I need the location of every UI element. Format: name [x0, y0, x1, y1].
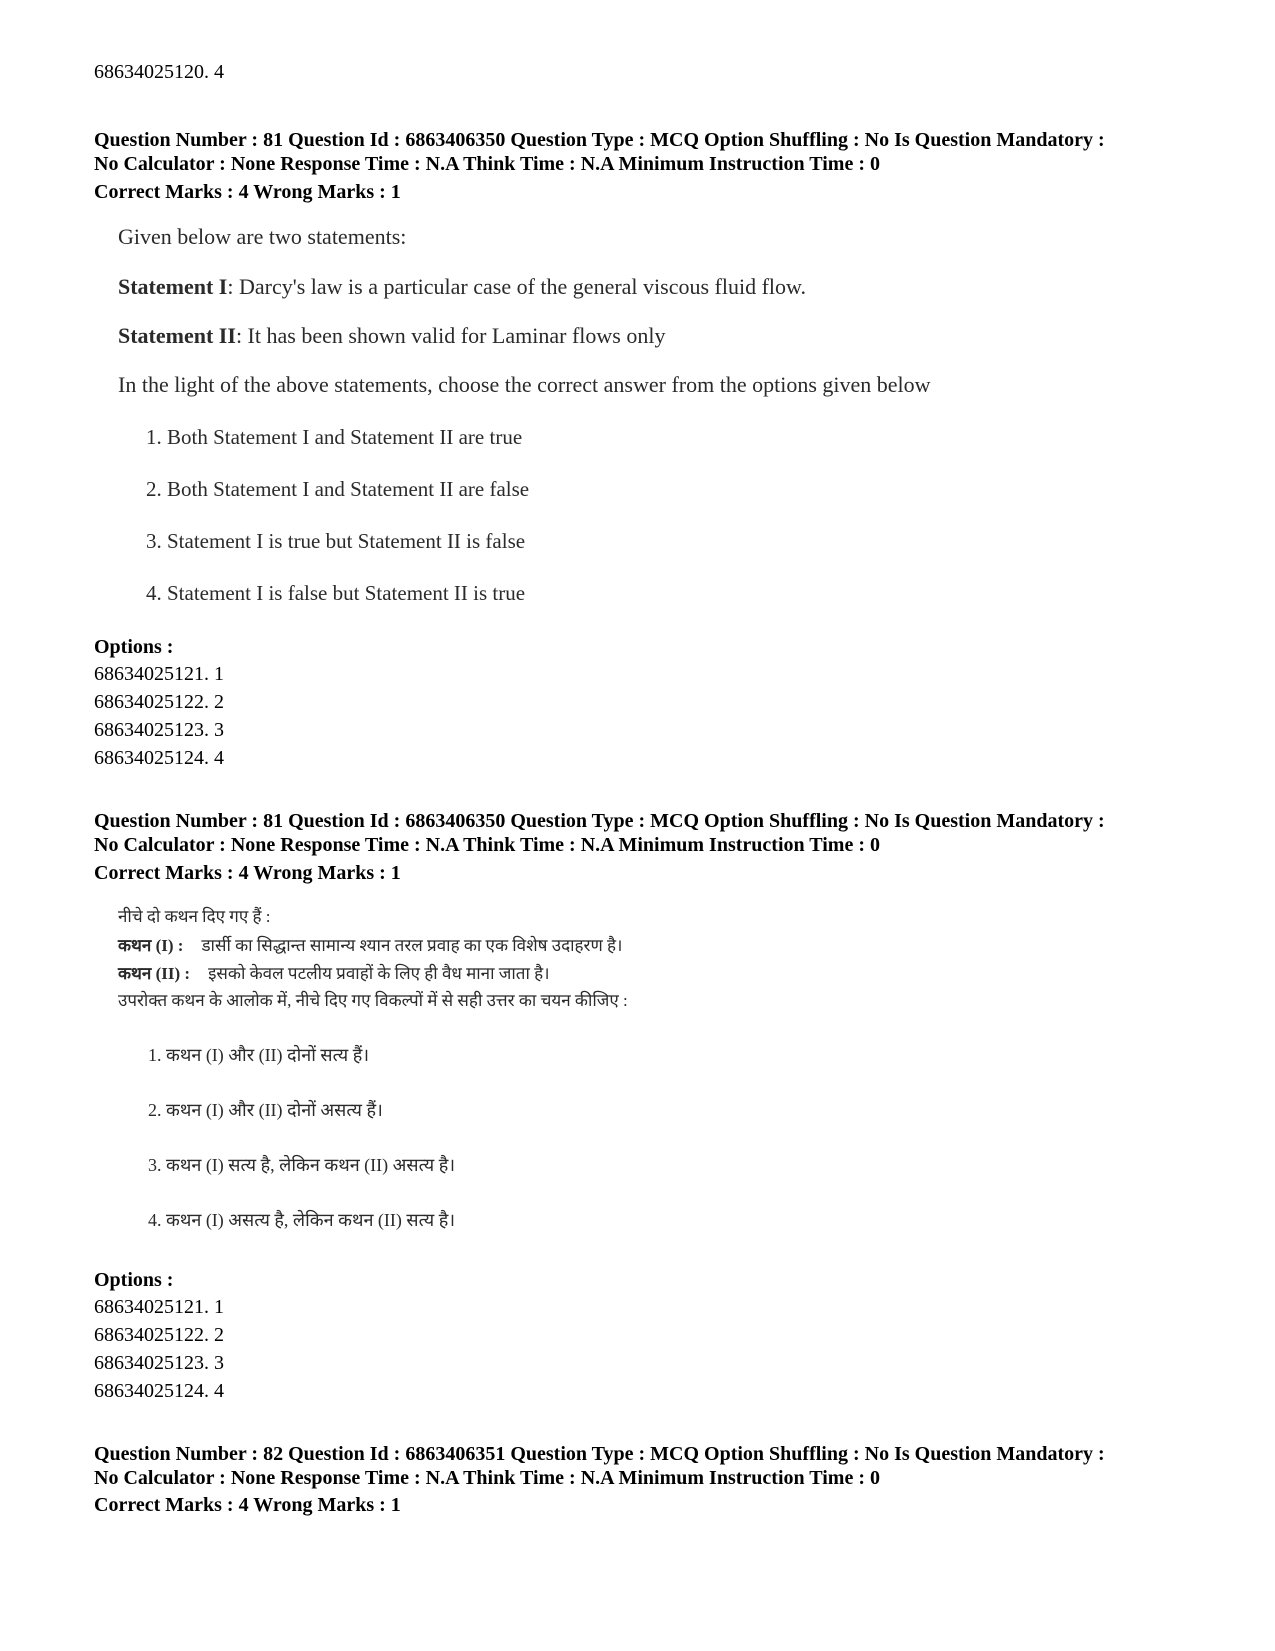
choice-4: 4. कथन (I) असत्य है, लेकिन कथन (II) सत्य है।	[148, 1210, 456, 1230]
statement-2-label: कथन (II) :	[118, 964, 191, 983]
choice-1: 1. कथन (I) और (II) दोनों सत्य हैं।	[148, 1045, 370, 1065]
option-id-1: 68634025121. 1	[94, 663, 224, 685]
statement-1-label: कथन (I) :	[118, 936, 184, 955]
option-id-1: 68634025121. 1	[94, 1296, 224, 1318]
question-prompt: उपरोक्त कथन के आलोक में, नीचे दिए गए विकल्पों में से सही उत्तर का चयन कीजिए :	[118, 991, 628, 1010]
option-id-2: 68634025122. 2	[94, 691, 224, 713]
question-image-english	[94, 222, 1094, 622]
choice-3: 3. कथन (I) सत्य है, लेकिन कथन (II) असत्य है।	[148, 1155, 456, 1175]
question-meta-line1: Question Number : 82 Question Id : 6863406351 Question Type : MCQ Option Shuffling : No Is Question Mandatory :	[94, 1443, 1105, 1465]
statement-1-text: डार्सी का सिद्धान्त सामान्य श्यान तरल प्रवाह का एक विशेष उदाहरण है।	[201, 936, 623, 955]
question-intro: नीचे दो कथन दिए गए हैं :	[118, 907, 271, 926]
statement-1	[118, 933, 623, 956]
choice-2: 2. Both Statement I and Statement II are false	[146, 477, 530, 501]
marks-line: Correct Marks : 4 Wrong Marks : 1	[94, 181, 401, 203]
question-meta-line1: Question Number : 81 Question Id : 6863406350 Question Type : MCQ Option Shuffling : No Is Question Mandatory :	[94, 810, 1105, 832]
question-meta-line2: No Calculator : None Response Time : N.A Think Time : N.A Minimum Instruction Time : 0	[94, 1467, 880, 1489]
option-id-3: 68634025123. 3	[94, 719, 224, 741]
question-meta-line2: No Calculator : None Response Time : N.A Think Time : N.A Minimum Instruction Time : 0	[94, 153, 880, 175]
statement-1-label: Statement I	[118, 274, 228, 299]
question-image-hindi	[94, 904, 794, 1244]
option-id-2: 68634025122. 2	[94, 1324, 224, 1346]
choice-4: 4. Statement I is false but Statement II is true	[146, 581, 526, 605]
statement-2-text: : It has been shown valid for Laminar flows only	[235, 323, 666, 348]
choice-3: 3. Statement I is true but Statement II is false	[146, 529, 526, 553]
options-label: Options :	[94, 1269, 174, 1291]
question-prompt: In the light of the above statements, choose the correct answer from the options given below	[118, 372, 931, 397]
statement-1-text: : Darcy's law is a particular case of the general viscous fluid flow.	[227, 274, 806, 299]
question-meta-line1: Question Number : 81 Question Id : 6863406350 Question Type : MCQ Option Shuffling : No Is Question Mandatory :	[94, 129, 1105, 151]
options-label: Options :	[94, 636, 174, 658]
previous-option-line: 68634025120. 4	[94, 61, 224, 83]
marks-line: Correct Marks : 4 Wrong Marks : 1	[94, 862, 401, 884]
statement-2-label: Statement II	[118, 323, 236, 348]
choice-1: 1. Both Statement I and Statement II are true	[146, 425, 523, 449]
option-id-3: 68634025123. 3	[94, 1352, 224, 1374]
choice-2: 2. कथन (I) और (II) दोनों असत्य हैं।	[148, 1100, 383, 1120]
statement-2	[118, 961, 550, 984]
option-id-4: 68634025124. 4	[94, 747, 224, 769]
question-meta-line2: No Calculator : None Response Time : N.A Think Time : N.A Minimum Instruction Time : 0	[94, 834, 880, 856]
question-intro: Given below are two statements:	[118, 224, 407, 249]
marks-line: Correct Marks : 4 Wrong Marks : 1	[94, 1494, 401, 1516]
option-id-4: 68634025124. 4	[94, 1380, 224, 1402]
statement-2	[118, 323, 665, 349]
statement-1	[118, 274, 806, 300]
statement-2-text: इसको केवल पटलीय प्रवाहों के लिए ही वैध माना जाता है।	[208, 964, 550, 983]
